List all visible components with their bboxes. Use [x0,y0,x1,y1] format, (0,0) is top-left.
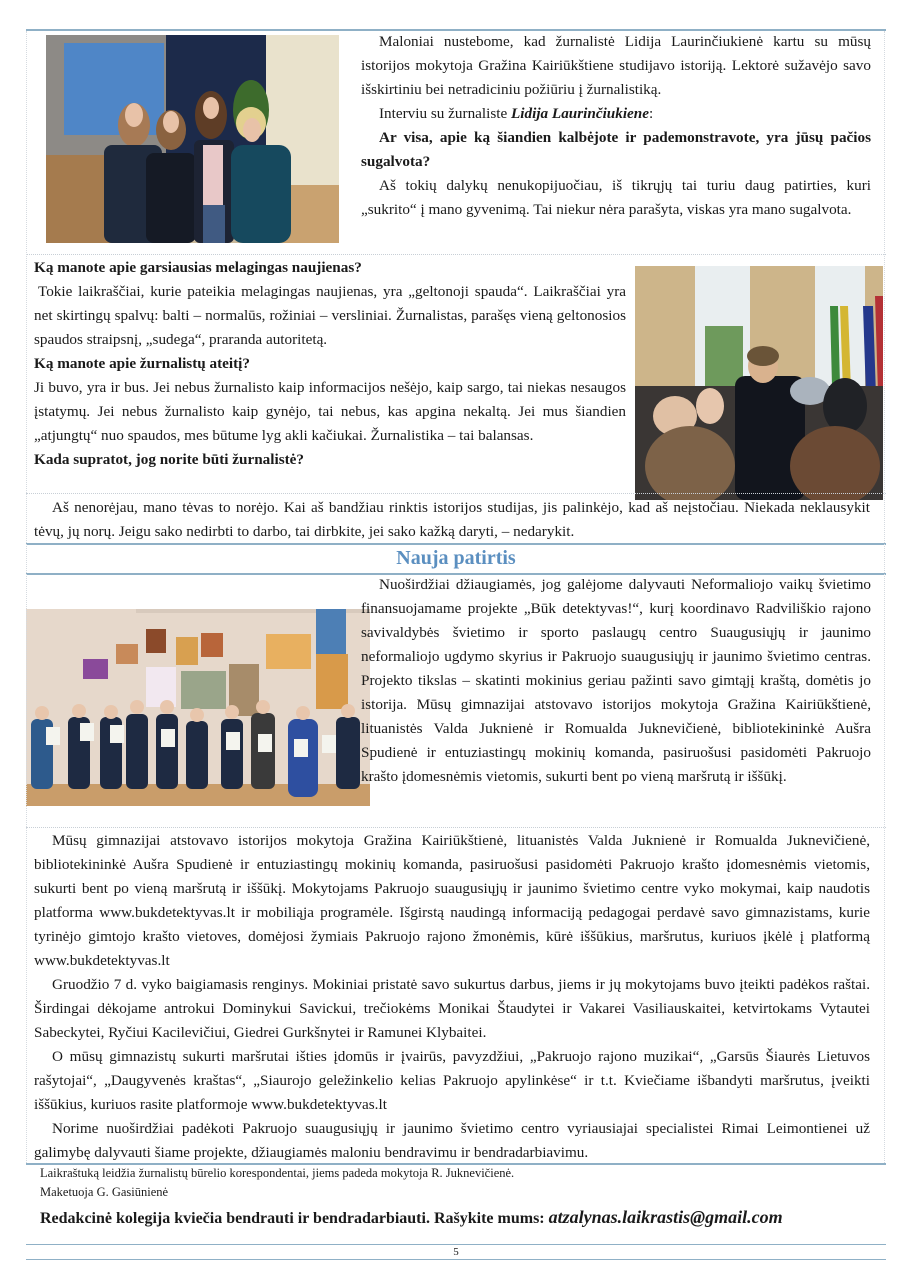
section-divider [26,493,886,494]
newsletter-page [26,0,886,1280]
question-4: Kada supratot, jog norite būti žurnalistė? [34,451,305,468]
question-2: Ką manote apie garsiausias melagingas naujienas? [34,259,362,276]
footer-rule-bottom [26,1259,886,1260]
contact-email-link[interactable]: atzalynas.laikrastis@gmail.com [548,1207,783,1227]
interview-line: Interviu su žurnaliste Lidija Laurinčiukiene: [379,105,654,122]
article1-qa-block [34,256,626,472]
page-right-border [884,31,885,1163]
article2-title: Nauja patirtis [396,547,516,569]
article1-intro-block [361,30,871,222]
article2-paragraph-4: O mūsų gimnazistų sukurti maršrutai išties įdomūs ir įvairūs, pavyzdžiui, „Pakruojo rajono muzikai“, „Garsūs Šiaurės Lietuvos rašytojai“, „Daugyvenės kraštas“, „Siaurojo geležinkelio kelias Pakruojo apylinkėse“ ir t.t. Kviečiame išbandyti maršrutus, įveikti iššūkius, kuriuos rasite platformoje www.bukdetektyvas.lt [34,1048,870,1113]
question-3: Ką manote apie žurnalistų ateitį? [34,355,250,372]
footer-credits [40,1164,870,1202]
photo-four-women [46,35,339,243]
footer-invite [40,1206,783,1230]
page-number: 5 [453,1246,459,1258]
article2-body-block [34,829,870,1165]
footer-rule-mid [26,1244,886,1245]
section-divider [26,827,886,828]
photo-group-certificates [26,609,370,806]
article2-paragraph-3: Gruodžio 7 d. vyko baigiamasis renginys. Mokiniai pristatė savo sukurtus darbus, jiems ir jų mokytojams buvo įteikti padėkos raštai. Širdingai dėkojame antrokui Dominykui Savickui, trečiokėms Monikai Štaudytei ir Vakarei Vasiliauskaitei, ketvirtokams Vytautei Sabeckytei, Ryčiui Kacilevičiui, Giedrei Gurkšnytei ir Ramunei Klybaitei. [34,976,870,1041]
section-divider [26,254,886,255]
photo-journalist-speaking [635,266,883,500]
footer-invite-text: Redakcinė kolegija kviečia bendrauti ir bendradarbiauti. Rašykite mums: [40,1210,549,1227]
article2-paragraph-5: Norime nuoširdžiai padėkoti Pakruojo suaugusiųjų ir jaunimo švietimo centro vyriausiajai specialistei Rimai Leimontienei už galimybę dalyvauti šiame projekte, džiaugiamės maloniu bendravimu ir bendradarbiavimu. [34,1120,870,1161]
answer-4: Aš nenorėjau, mano tėvas to norėjo. Kai aš bandžiau rinktis istorijos studijas, jis palinkėjo, kad aš neįstočiau. Niekada neklausykit tėvų, jų norų. Jeigu sako nedirbti to darbo, tai dirbkite, jei sako kažką daryti, – nedarykit. [34,499,870,540]
page-left-border [26,31,27,1163]
article2-paragraph-1: Nuoširdžiai džiaugiamės, jog galėjome dalyvauti Neformaliojo vaikų švietimo finansuojamame projekte „Būk detektyvas!“, kurį koordinavo Radviliškio rajono savivaldybės švietimo ir sporto paslaugų centro Suaugusiųjų ir jaunimo neformaliojo ugdymo skyrius ir Pakruojo suaugusiųjų ir jaunimo švietimo centras. Projekto tikslas – skatinti mokinius geriau pažinti savo gimtąjį kraštą, domėtis jo istorija. Mūsų gimnazijai atstovavo istorijos mokytoja Gražina Kairiūkštienė, lituanistės Valda Juknienė ir Romualda Juknevičienė, bibliotekininkė Aušra Spudienė ir entuziastingų mokinių komanda, pasiruošusi pasidomėti Pakruojo krašto įdomesnėmis vietomis, sukurti bent po vieną maršrutą ir iššūkį. [361,576,871,785]
question-1: Ar visa, apie ką šiandien kalbėjote ir pademonstravote, yra jūsų pačios sugalvota? [361,129,871,170]
footer-publisher-line: Laikraštuką leidžia žurnalistų būrelio korespondentai, jiems padeda mokytoja R. Juknevičienė. [40,1166,515,1180]
answer-3: Ji buvo, yra ir bus. Jei nebus žurnalisto kaip informacijos nešėjo, kaip sargo, tai niekas nesaugos įstatymų. Jei nebus žurnalisto kaip gynėjo, tai nebus, kas apgina nekaltą. Jei mus šiandien „atjungtų“ nuo spaudos, mes būtume lyg akli kačiukai. Žurnalistika – tai balansas. [34,379,626,444]
article1-intro: Maloniai nustebome, kad žurnalistė Lidija Laurinčiukienė kartu su mūsų istorijos mokytoja Gražina Kairiūkštiene studijavo istoriją. Lektorė sužavėjo savo išskirtiniu bei netradiciniu požiūriu į žurnalistiką. [361,33,871,98]
interviewee-name: Lidija Laurinčiukiene [511,105,649,122]
footer-layout-line: Maketuoja G. Gasiūnienė [40,1185,169,1199]
answer-1: Aš tokių dalykų nenukopijuočiau, iš tikrųjų tai turiu daug patirties, kuri „sukrito“ į mano gyvenimą. Tai niekur nėra parašyta, viskas yra mano sugalvota. [361,177,871,218]
article1-closing-block [34,496,870,544]
article2-intro-block [361,573,871,789]
article2-paragraph-2: Mūsų gimnazijai atstovavo istorijos mokytoja Gražina Kairiūkštienė, lituanistės Valda Juknienė ir Romualda Juknevičienė, bibliotekininkė Aušra Spudienė ir entuziastingų mokinių komanda, pasiruošusi pasidomėti Pakruojo krašto įdomesnėmis vietomis, sukurti bent po vieną maršrutą ir iššūkį. Mokytojams Pakruojo suaugusiųjų ir jaunimo švietimo centre vyko mokymai, kaip naudotis platforma www.bukdetektyvas.lt ir mobiliąja programėle. Išgirstą naudingą informaciją pedagogai perdavė savo gimnazistams, kurie tyrinėjo gimtojo krašto vietoves, domėjosi žymiais Pakruojo rajono žmonėmis, kūrė iššūkius, maršrutus, kuriuos įkėlė į platformą www.bukdetektyvas.lt [34,832,870,969]
answer-2: Tokie laikraščiai, kurie pateikia melagingas naujienas, yra „geltonoji spauda“. Laikraščiai yra net skirtingų spalvų: balti – normalūs, rožiniai – versliniai. Žurnalistas, parašęs vieną geltonosios spaudos straipsnį, „sudega“, praranda autoritetą. [34,283,626,348]
